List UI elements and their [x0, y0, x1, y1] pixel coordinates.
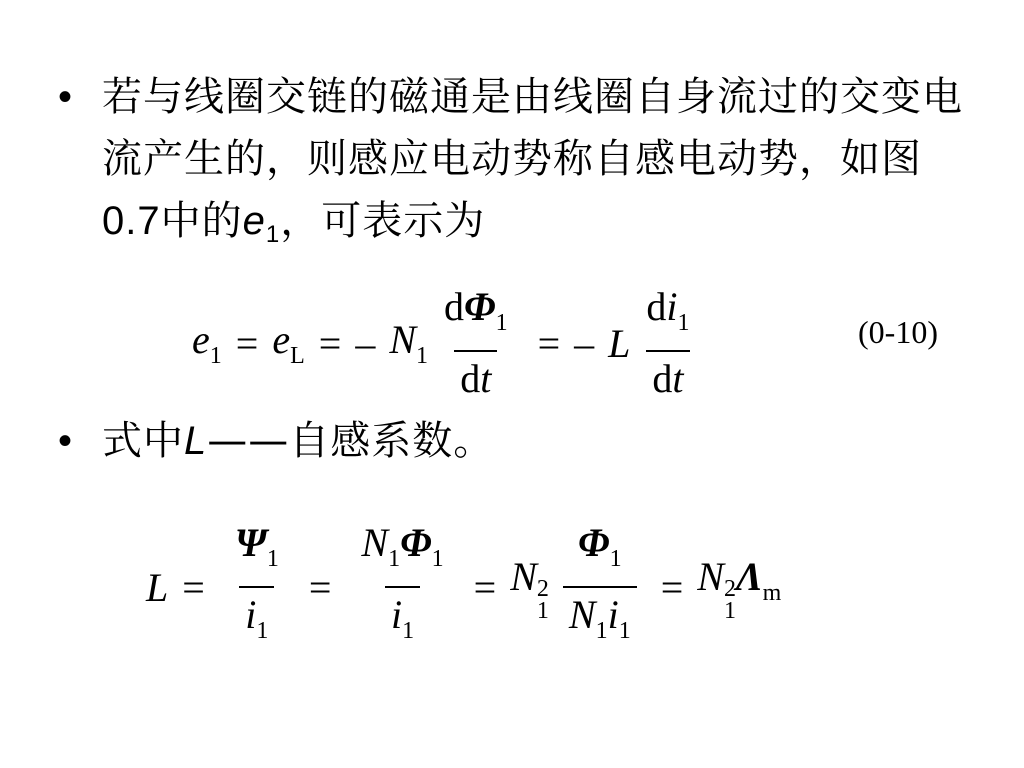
eq1-L: L — [608, 320, 631, 366]
eq2-fraction-psi-over-i — [229, 520, 285, 654]
bullet-2-text — [102, 410, 978, 472]
bullet-1-text-a: 若与线圈交链的磁通是由线圈自身流过的交变电流产生的，则感应电动势称自感电动势，如图 — [102, 74, 963, 182]
eq1-numerator-dphi: $d\Phi_1$ — [444, 284, 508, 336]
eq1-denominator-dt: dt — [454, 350, 497, 402]
bullet-2-text-b: ——自感系数。 — [207, 418, 495, 464]
equation-number: (0-10) — [858, 314, 938, 350]
bullet-2-text-a: 式中 — [102, 418, 184, 464]
eq2-numerator-n1phi1: $N_1\Phi_1$ — [361, 520, 444, 572]
eq1-eL: $e_L$ — [272, 317, 305, 369]
eq2-equals-4: = — [660, 564, 684, 610]
eq1-fraction-dphi-dt — [438, 284, 514, 402]
variable-L: L — [184, 419, 208, 463]
figure-reference: 0.7 — [102, 199, 161, 243]
eq1-fraction-di-dt — [640, 284, 695, 402]
eq1-numerator-di: $di_1$ — [646, 284, 690, 336]
eq2-L: L — [146, 564, 169, 610]
eq2-fraction-phi-over-ni — [563, 520, 637, 654]
equation-self-inductance — [146, 520, 781, 654]
eq2-numerator-psi1: $\Psi_1$ — [234, 520, 279, 572]
equation-self-induced-emf — [192, 284, 706, 402]
eq2-n1-squared-lambda: N 2 1 $\Lambda_m$ — [697, 553, 782, 624]
eq2-equals-2: = — [308, 564, 332, 610]
bullet-1 — [58, 66, 978, 266]
eq2-equals-1: = — [182, 564, 205, 610]
eq1-minus-1: – — [355, 320, 376, 366]
eq1-equals-3: = — [537, 320, 561, 366]
eq1-denominator-dt: dt — [646, 350, 689, 402]
eq1-minus-2: – — [574, 320, 595, 366]
bullet-marker: • — [58, 75, 73, 119]
variable-e: e — [242, 199, 266, 243]
eq2-denominator-i1: $i_1$ — [239, 586, 274, 654]
eq2-n1-squared: N 2 1 — [510, 553, 549, 624]
eq2-equals-3: = — [473, 564, 497, 610]
eq2-numerator-phi1: $\Phi_1$ — [578, 520, 622, 572]
bullet-2 — [58, 410, 978, 472]
bullet-1-text-c: ，可表示为 — [280, 198, 486, 244]
eq2-denominator-n1i1: $N_1i_1$ — [563, 586, 637, 654]
eq2-denominator-i1: $i_1$ — [385, 586, 420, 654]
bullet-marker: • — [58, 419, 73, 463]
bullet-1-text-b: 中的 — [160, 198, 243, 244]
eq1-equals-2: = — [318, 320, 342, 366]
eq2-fraction-nphi-over-i — [355, 520, 449, 654]
eq1-N1: $N_1$ — [389, 317, 429, 369]
eq1-e1: $e_1$ — [192, 317, 222, 369]
bullet-1-text — [102, 66, 978, 266]
variable-e-subscript: 1 — [265, 221, 281, 248]
eq1-equals-1: = — [235, 320, 259, 366]
